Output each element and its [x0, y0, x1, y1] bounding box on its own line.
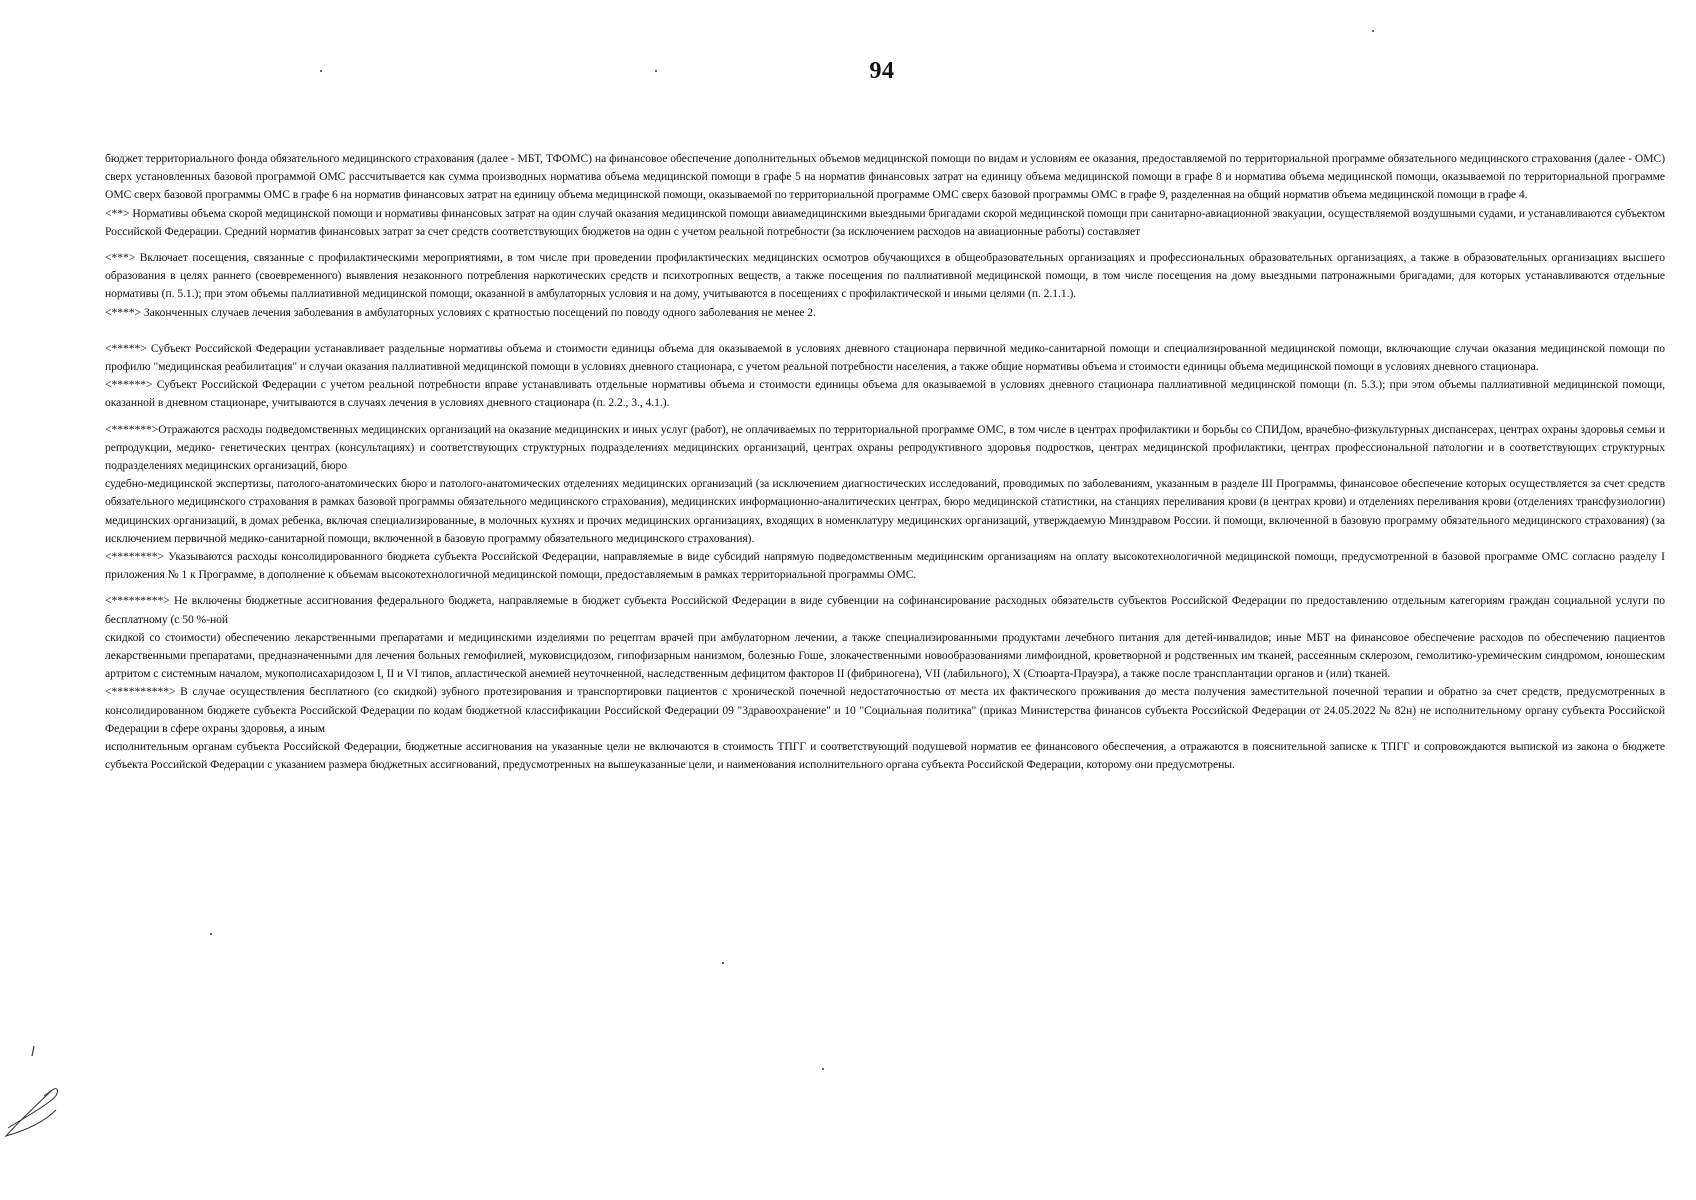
- signature-scribble: [0, 1040, 80, 1150]
- footnote-7-subordinate-expenses: <*******>Отражаются расходы подведомственных медицинских организаций на оказание медицинских и иных услуг (работ), не оплачиваемых по территориальной программе ОМС, в том числе в центрах профилактики и борьбы со СПИДом, врачебно-физкультурных диспансерах, центрах охраны здоровья семьи и репродукции, медико- генетических центрах (консультациях) и соответствующих структурных подразделениях медицинских организаций, центрах охраны репродуктивного здоровья подростков, центрах медицинской профилактики, центрах профессиональной патологии и в соответствующих структурных подразделениях медицинских организаций, бюро: [105, 422, 1665, 473]
- scan-speck: [822, 1068, 824, 1070]
- footnotes-block: [105, 150, 1665, 775]
- footnote-7-continuation: судебно-медицинской экспертизы, патолого-анатомических бюро и патолого-анатомических отделениях медицинских организаций (за исключением диагностических исследований, проводимых по заболеваниям, указанным в разделе III Программы, финансовое обеспечение которых осуществляется за счет средств обязательного медицинского страхования в рамках базовой программы обязательного медицинского страхования), медицинских информационно-аналитических центрах, бюро медицинской статистики, на станциях переливания крови (в центрах крови) и отделениях переливания крови (отделениях трансфузиологии) медицинских организаций, в домах ребенка, включая специализированные, в молочных кухнях и прочих медицинских организациях, входящих в номенклатуру медицинских организаций, утверждаемую Минздравом России. й помощи, включенной в базовую программу обязательного медицинского страхования) (за исключением первичной медико-санитарной помощи, включенной в базовую программу обязательного медицинского страхования).: [105, 477, 1665, 545]
- footnote-9-continuation: скидкой со стоимости) обеспечению лекарственными препаратами и медицинскими изделиями по рецептам врачей при амбулаторном лечении, а также специализированными продуктами лечебного питания для детей-инвалидов; иные МБТ на финансовое обеспечение расходов по обеспечению пациентов лекарственными препаратами, предназначенными для лечения больных гемофилией, муковисцидозом, гипофизарным нанизмом, болезнью Гоше, злокачественными новообразованиями лимфоидной, кроветворной и родственных им тканей, рассеянным склерозом, гемолитико-уремическим синдромом, юношеским артритом с системным началом, мукополисахаридозом I, II и VI типов, апластической анемией неуточненной, наследственным дефицитом факторов II (фибриногена), VII (лабильного), X (Стюарта-Прауэра), а также после трансплантации органов и (или) тканей.: [105, 630, 1665, 681]
- scan-speck: [210, 933, 212, 935]
- footnote-4-completed-cases: <****> Законченных случаев лечения заболевания в амбулаторных условиях с кратностью посещений по поводу одного заболевания не менее 2.: [105, 305, 816, 319]
- footnote-6-palliative-day-hospital: <******> Субъект Российской Федерации с учетом реальной потребности вправе устанавливать отдельные нормативы объема и стоимости единицы объема для оказываемой в условиях дневного стационара паллиативной медицинской помощи (п. 5.3.); при этом объемы паллиативной медицинской помощи, оказанной в дневном стационаре, учитываются в случаях лечения в условиях дневного стационара (п. 2.2., 3., 4.1.).: [105, 378, 1665, 410]
- footnote-5-day-hospital-norms: <*****> Субъект Российской Федерации устанавливает раздельные нормативы объема и стоимости единицы объема для оказываемой в условиях дневного стационара первичной медико-санитарной помощи и специализированной медицинской помощи, включающие случаи оказания медицинской помощи по профилю "медицинская реабилитация" и случаи оказания паллиативной медицинской помощи в условиях дневного стационара, с учетом реальной потребности населения, а также общие нормативы объема и стоимости единицы объема медицинской помощи в условиях дневного стационара.: [105, 341, 1665, 374]
- scan-speck: [1372, 30, 1374, 32]
- footnote-10-continuation: исполнительным органам субъекта Российской Федерации, бюджетные ассигнования на указанные цели не включаются в стоимость ТПГГ и соответствующий подушевой норматив ее финансового обеспечения, а отражаются в пояснительной записке к ТПГГ и сопровождаются выпиской из закона о бюджете субъекта Российской Федерации с указанием размера бюджетных ассигнований, предусмотренных на вышеуказанные цели, и наименования исполнительного органа субъекта Российской Федерации, которому они предусмотрены.: [105, 740, 1665, 772]
- footnote-9-federal-subvention: <*********> Не включены бюджетные ассигнования федерального бюджета, направляемые в бюджет субъекта Российской Федерации в виде субвенции на софинансирование расходных обязательств субъектов Российской Федерации по предоставлению отдельным категориям граждан социальной услуги по бесплатному (с 50 %-ной: [105, 594, 1665, 626]
- footnote-8-high-tech-subsidies: <********> Указываются расходы консолидированного бюджета субъекта Российской Федерации, направляемые в виде субсидий напрямую подведомственным медицинским организациям на оплату высокотехнологичной медицинской помощи, предусмотренной в базовой программе ОМС согласно разделу I приложения № 1 к Программе, в дополнение к объемам высокотехнологичной медицинской помощи, предоставляемым в рамках территориальной программы ОМС.: [105, 550, 1665, 582]
- footnote-continuation-tfoms: бюджет территориального фонда обязательного медицинского страхования (далее - МБТ, ТФОМС) на финансовое обеспечение дополнительных объемов медицинской помощи по видам и условиям ее оказания, предоставляемой по территориальной программе обязательного медицинского страхования (далее - ОМС) сверх установленных базовой программой ОМС рассчитывается как сумма производных норматива объема медицинской помощи в графе 5 на норматив финансовых затрат на единицу объема медицинской помощи в графе 8 и норматива объема медицинской помощи, оказываемой по территориальной программе ОМС сверх базовой программы ОМС в графе 6 на норматив финансовых затрат на единицу объема медицинской помощи, оказываемой по территориальной программе ОМС сверх базовой программы ОМС в графе 9, разделенная на общий норматив объема медицинской помощи в графе 4.: [105, 152, 1665, 202]
- page-number: 94: [869, 58, 895, 84]
- footnote-2-ambulance-norms: <**> Нормативы объема скорой медицинской помощи и нормативы финансовых затрат на один случай оказания медицинской помощи авиамедицинскими выездными бригадами скорой медицинской помощи при санитарно-авиационной эвакуации, осуществляемой воздушными судами, и устанавливаются субъектом Российской Федерации. Средний норматив финансовых затрат за счет средств соответствующих бюджетов на один с учетом реальной потребности (за исключением расходов на авиационные работы) составляет: [105, 206, 1665, 238]
- footnote-10-dental-transport: <**********> В случае осуществления бесплатного (со скидкой) зубного протезирования и транспортировки пациентов с хронической почечной недостаточностью от места их фактического проживания до места получения заместительной почечной терапии и обратно за счет средств, предусмотренных в консолидированном бюджете субъекта Российской Федерации по кодам бюджетной классификации Российской Федерации 09 "Здравоохранение" и 10 "Социальная политика" (приказ Министерства финансов субъекта Российской Федерации от 24.05.2022 № 82н) не исполнительному органу субъекта Российской Федерации в сфере охраны здоровья, а иным: [105, 685, 1665, 735]
- scan-speck: [655, 70, 657, 72]
- footnote-3-preventive-visits: <***> Включает посещения, связанные с профилактическими мероприятиями, в том числе при проведении профилактических медицинских осмотров обучающихся в общеобразовательных организациях и профессиональных образовательных организациях, а также в образовательных организациях высшего образования в целях раннего (своевременного) выявления незаконного потребления наркотических средств и психотропных веществ, а также посещения по паллиативной медицинской помощи, в том числе посещения на дому выездными патронажными бригадами, для которых устанавливаются отдельные нормативы (п. 5.1.); при этом объемы паллиативной медицинской помощи, оказанной в амбулаторных условия и на дому, учитываются в посещениях с профилактической и иными целями (п. 2.1.1.).: [105, 251, 1665, 301]
- scan-speck: [320, 70, 322, 72]
- scan-speck: [722, 962, 724, 964]
